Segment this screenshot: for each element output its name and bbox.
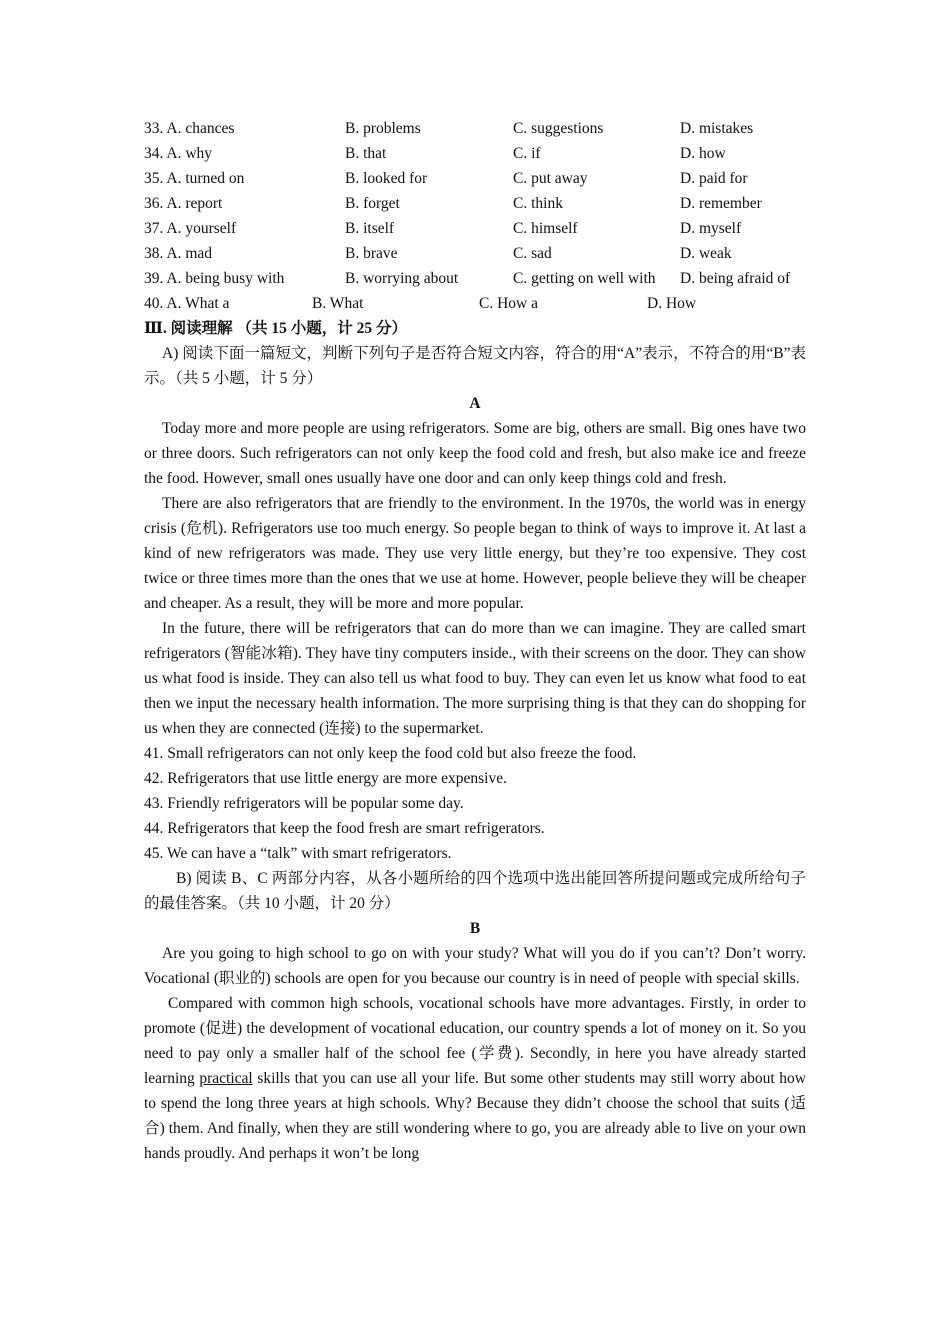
cloze-options: [144, 116, 806, 316]
option-b: B. itself: [345, 220, 395, 237]
passage-a-paragraph-1: Today more and more people are using refrigerators. Some are big, others are small. Big ones have two or three doors. Such refrigerators can not only keep the food cold and fresh, but also make ice and freeze the food. However, small ones usually have one door and can only keep things cold and fresh.: [144, 420, 806, 487]
option-row-40: [144, 291, 806, 316]
option-d: D. myself: [680, 220, 742, 237]
option-b: B. forget: [345, 195, 400, 212]
passage-b-title: B: [469, 920, 481, 937]
statement-45: 45. We can have a “talk” with smart refrigerators.: [144, 845, 452, 862]
option-b: B. looked for: [345, 170, 428, 187]
option-c: C. How a: [479, 295, 538, 312]
option-d: D. How: [647, 295, 697, 312]
option-d: D. how: [680, 145, 726, 162]
option-d: D. being afraid of: [680, 270, 791, 287]
option-d: D. weak: [680, 245, 732, 262]
option-row-38: [144, 241, 806, 266]
passage-a-paragraph-2: There are also refrigerators that are friendly to the environment. In the 1970s, the world was in energy crisis (危机). Refrigerators use too much energy. So people began to think of ways to improve it. At last a kind of new refrigerators was made. They use very little energy, but they’re too expensive. They cost twice or three times more than the ones that we use at home. However, people believe they will be cheaper and cheaper. As a result, they will be more and more popular.: [144, 495, 806, 612]
statement-43: 43. Friendly refrigerators will be popular some day.: [144, 795, 464, 812]
section-heading: Ⅲ. 阅读理解 （共 15 小题，计 25 分）: [144, 320, 408, 337]
option-a: 35. A. turned on: [144, 170, 245, 187]
option-c: C. put away: [513, 170, 588, 187]
option-row-36: [144, 191, 806, 216]
option-c: C. getting on well with: [513, 270, 656, 287]
option-row-35: [144, 166, 806, 191]
option-d: D. paid for: [680, 170, 748, 187]
option-row-33: [144, 116, 806, 141]
statements-list: [144, 741, 806, 866]
option-row-37: [144, 216, 806, 241]
option-b: B. that: [345, 145, 387, 162]
option-d: D. remember: [680, 195, 762, 212]
statement-42: 42. Refrigerators that use little energy are more expensive.: [144, 770, 507, 787]
option-a: 34. A. why: [144, 145, 213, 162]
option-a: 33. A. chances: [144, 120, 235, 137]
option-c: C. sad: [513, 245, 552, 262]
passage-b-paragraph-1: Are you going to high school to go on with your study? What will you do if you can’t? Don’t worry. Vocational (职业的) schools are open for you because our country is in need of people with special skills.: [144, 945, 806, 987]
option-a: 36. A. report: [144, 195, 223, 212]
option-c: C. think: [513, 195, 563, 212]
exam-page: [144, 116, 806, 1166]
statement-41: 41. Small refrigerators can not only keep the food cold but also freeze the food.: [144, 745, 637, 762]
option-b: B. What: [312, 295, 364, 312]
option-a: 38. A. mad: [144, 245, 213, 262]
option-c: C. himself: [513, 220, 578, 237]
underlined-word: practical: [199, 1070, 253, 1087]
option-a: 39. A. being busy with: [144, 270, 285, 287]
option-a: 37. A. yourself: [144, 220, 237, 237]
option-b: B. brave: [345, 245, 398, 262]
option-d: D. mistakes: [680, 120, 754, 137]
option-row-39: [144, 266, 806, 291]
passage-a-title: A: [469, 395, 481, 412]
statement-44: 44. Refrigerators that keep the food fresh are smart refrigerators.: [144, 820, 545, 837]
passage-b-paragraph-2: Compared with common high schools, vocational schools have more advantages. Firstly, in order to promote (促进) the development of vocational education, our country spends a lot of money on it. So you need to pay only a smaller half of the school fee (学费). Secondly, in here you have already started learning practical skills that you can use all your life. But some other students may still worry about how to spend the long three years at high schools. Why? Because they didn’t choose the school that suits (适合) them. And finally, when they are still wondering where to go, you are already able to live on your own hands proudly. And perhaps it won’t be long: [144, 995, 806, 1162]
option-a: 40. A. What a: [144, 295, 230, 312]
option-c: C. suggestions: [513, 120, 604, 137]
passage-a-paragraph-3: In the future, there will be refrigerators that can do more than we can imagine. They are called smart refrigerators (智能冰箱). They have tiny computers inside., with their screens on the door. They can show us what food is inside. They can also tell us what food to buy. They can even let us know what food to eat then we input the necessary health information. The more surprising thing is that they can do shopping for us when they are connected (连接) to the supermarket.: [144, 620, 806, 737]
option-c: C. if: [513, 145, 541, 162]
option-row-34: [144, 141, 806, 166]
option-b: B. problems: [345, 120, 421, 137]
instruction-a: A) 阅读下面一篇短文，判断下列句子是否符合短文内容，符合的用“A”表示，不符合的用“B”表示。（共 5 小题，计 5 分）: [144, 345, 806, 387]
option-b: B. worrying about: [345, 270, 459, 287]
instruction-b: B) 阅读 B、C 两部分内容，从各小题所给的四个选项中选出能回答所提问题或完成所给句子的最佳答案。（共 10 小题，计 20 分）: [144, 870, 806, 912]
